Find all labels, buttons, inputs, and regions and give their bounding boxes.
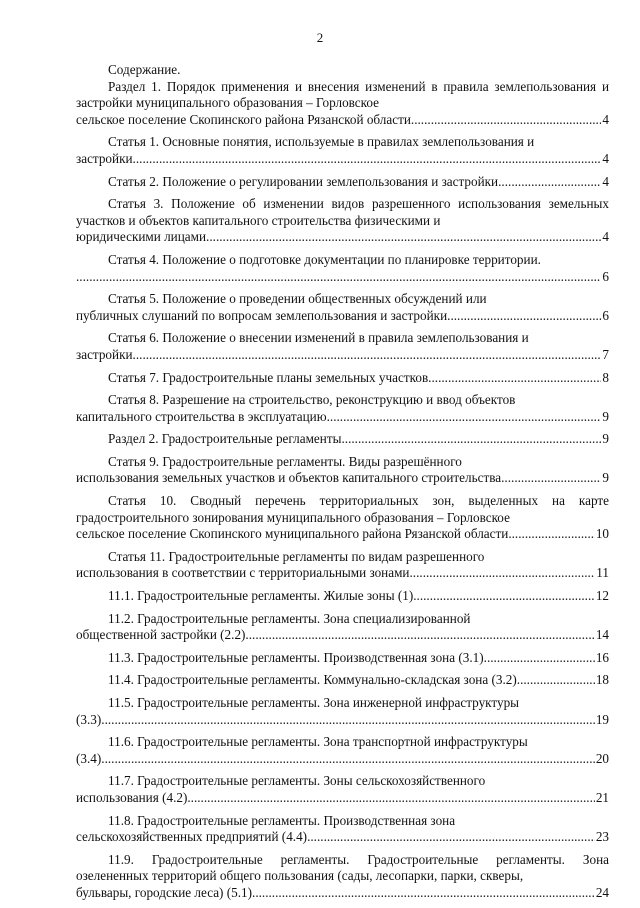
toc-entry-last-line [76, 565, 609, 582]
toc-entry-last-text: застройки. [76, 150, 136, 166]
toc-entry[interactable] [76, 813, 609, 846]
dot-leader [450, 308, 601, 325]
toc-entry-text: 11.6. Градостроительные регламенты. Зона транспортной инфраструктуры [108, 734, 528, 750]
dot-leader [520, 672, 595, 689]
toc-entry-last-line [76, 712, 609, 729]
toc-page-number: 7 [602, 346, 609, 362]
toc-page-number: 6 [602, 268, 609, 284]
toc-entry-last-line [76, 431, 609, 448]
toc-entry-last-text: бульвары, городские леса) (5.1). [76, 884, 256, 900]
toc-entry-last-text: сельское поселение Скопинского района Рязанской области. [76, 111, 415, 127]
toc-entry[interactable] [76, 672, 609, 689]
dot-leader [345, 431, 602, 448]
toc-page-number: 4 [602, 173, 609, 189]
dot-leader [255, 885, 595, 902]
dot-leader [76, 269, 601, 286]
toc-entry[interactable] [76, 134, 609, 167]
toc-entry[interactable] [76, 852, 609, 902]
toc-entry[interactable] [76, 734, 609, 767]
toc-entry[interactable] [76, 252, 609, 285]
toc-entry[interactable] [76, 650, 609, 667]
toc-entry-last-line [76, 885, 609, 902]
toc-entry-text: Статья 11. Градостроительные регламенты по видам разрешенного [108, 548, 485, 564]
toc-entry-text: 11.2. Градостроительные регламенты. Зона специализированной [108, 610, 471, 626]
toc-heading: Содержание. [108, 62, 181, 77]
toc-page-number: 14 [595, 627, 609, 643]
toc-entry-last-text: (3.3). [76, 711, 105, 727]
toc-entry-text: 11.9. Градостроительные регламенты. Градостроительные регламенты. Зона озелененных территорий общего пользования (сады, лесопарки, парки, скверы, [76, 851, 609, 884]
toc-entry-last-line [76, 308, 609, 325]
toc-entry-last-line [76, 588, 609, 605]
toc-page-number: 18 [595, 672, 609, 688]
toc-entry[interactable] [76, 392, 609, 425]
toc-entry-last-text: использования (4.2). [76, 789, 191, 805]
toc-entry-last-text: общественной застройки (2.2). [76, 627, 249, 643]
toc-entry[interactable] [76, 79, 609, 129]
toc-entry-text: 11.5. Градостроительные регламенты. Зона инженерной инфраструктуры [108, 695, 520, 710]
toc-page-number: 4 [602, 150, 609, 166]
toc-entry-last-text: использования земельных участков и объектов капитального строительства. [76, 470, 505, 486]
toc-entry-last-line [76, 829, 609, 846]
toc-page-number: 4 [602, 111, 609, 127]
toc-entry[interactable] [76, 291, 609, 324]
toc-entry-last-line [76, 174, 609, 191]
toc-list [76, 79, 609, 902]
toc-page-number: 21 [595, 789, 609, 805]
toc-entry-last-line [76, 470, 609, 487]
toc-entry-last-text: 11.4. Градостроительные регламенты. Коммунально-складская зона (3.2). [108, 672, 521, 688]
dot-leader [501, 174, 601, 191]
toc-entry-last-text: юридическими лицами. [76, 229, 210, 245]
toc-page-number: 16 [595, 649, 609, 665]
toc-entry-text: Раздел 1. Порядок применения и внесения изменений в правила землепользования и застройки муниципального образования – Горловское [76, 78, 609, 111]
toc-entry[interactable] [76, 695, 609, 728]
toc-page-number: 9 [602, 470, 609, 486]
toc-entry-last-line [76, 151, 609, 168]
toc-page-number: 11 [596, 565, 609, 581]
toc-entry[interactable] [76, 174, 609, 191]
dot-leader [487, 650, 595, 667]
page-number: 2 [316, 30, 324, 45]
toc-entry-last-text: использования в соответствии с территориальными зонами. [76, 565, 413, 581]
toc-entry[interactable] [76, 549, 609, 582]
dot-leader [413, 565, 596, 582]
toc-entry-text: Статья 8. Разрешение на строительство, реконструкцию и ввод объектов [108, 392, 516, 408]
toc-entry-last-line [76, 409, 609, 426]
toc-entry-text: Статья 3. Положение об изменении видов разрешенного использования земельных участков и объектов капитального строительства физическими и [76, 196, 609, 228]
toc-entry-last-text: публичных слушаний по вопросам землепользования и застройки. [76, 307, 451, 323]
toc-entry-last-line [76, 650, 609, 667]
toc-entry-last-text: 11.1. Градостроительные регламенты. Жилые зоны (1). [108, 588, 417, 604]
toc-entry-last-line [76, 672, 609, 689]
toc-entry[interactable] [76, 330, 609, 363]
dot-leader [512, 526, 595, 543]
toc-entry-text: Статья 6. Положение о внесении изменений в правила землепользования и [108, 330, 529, 346]
dot-leader [330, 409, 602, 426]
toc-page-number: 20 [595, 750, 609, 766]
toc-entry-last-line [76, 347, 609, 364]
toc-entry-last-line [76, 269, 609, 286]
dot-leader [414, 112, 601, 129]
toc-entry-last-text: сельскохозяйственных предприятий (4.4). [76, 829, 311, 845]
dot-leader [310, 829, 594, 846]
toc-entry[interactable] [76, 493, 609, 543]
toc-entry-last-text: 11.3. Градостроительные регламенты. Производственная зона (3.1). [108, 649, 487, 665]
dot-leader [249, 627, 595, 644]
toc-entry-last-text: капитального строительства в эксплуатацию. [76, 408, 330, 424]
dot-leader [504, 470, 601, 487]
dot-leader [105, 712, 595, 729]
toc-page-number: 24 [595, 884, 609, 900]
dot-leader [417, 588, 595, 605]
toc-entry-last-text: Статья 2. Положение о регулировании землепользования и застройки. [108, 173, 502, 189]
toc-page-number: 9 [602, 431, 609, 447]
toc-entry-text: Статья 10. Сводный перечень территориальных зон, выделенных на карте градостроительного зонирования муниципального образования – Горловское [76, 493, 609, 525]
toc-entry-text: Статья 5. Положение о проведении общественных обсуждений или [108, 291, 487, 307]
toc-entry[interactable] [76, 773, 609, 806]
toc-entry-last-text: Статья 7. Градостроительные планы земельных участков. [108, 369, 432, 385]
toc-entry-text: Статья 1. Основные понятия, используемые в правилах землепользования и [108, 134, 535, 150]
toc-entry-last-line [76, 627, 609, 644]
toc-entry-last-text: сельское поселение Скопинского муниципального района Рязанской области. [76, 526, 512, 542]
toc-entry-last-text: (3.4). [76, 750, 105, 766]
toc-entry[interactable] [76, 196, 609, 246]
dot-leader [105, 751, 595, 768]
toc-entry-last-line [76, 751, 609, 768]
dot-leader [136, 151, 602, 168]
toc-entry-last-line [76, 229, 609, 246]
toc-entry[interactable] [76, 454, 609, 487]
toc-entry-text: 11.8. Градостроительные регламенты. Производственная зона [108, 812, 456, 828]
toc-page-number: 12 [595, 588, 609, 604]
toc-entry-last-line [76, 526, 609, 543]
toc-page-number: 10 [595, 526, 609, 542]
toc-page-number: 4 [602, 229, 609, 245]
toc-entry[interactable] [76, 370, 609, 387]
toc-entry-last-line [76, 370, 609, 387]
toc-page-number: 6 [602, 307, 609, 323]
dot-leader [191, 790, 595, 807]
toc-entry-text: Статья 4. Положение о подготовке документации по планировке территории. [108, 251, 541, 267]
table-of-contents [76, 62, 609, 908]
toc-page-number: 19 [595, 711, 609, 727]
toc-entry-last-text: застройки. [76, 346, 136, 362]
toc-entry-last-line [76, 790, 609, 807]
toc-page-number: 8 [602, 369, 609, 385]
toc-entry-text: Статья 9. Градостроительные регламенты. Виды разрешённого [108, 453, 462, 469]
toc-entry[interactable] [76, 431, 609, 448]
toc-entry-last-text: Раздел 2. Градостроительные регламенты. [108, 431, 345, 447]
toc-entry-text: 11.7. Градостроительные регламенты. Зоны сельскохозяйственного [108, 773, 486, 789]
dot-leader [209, 229, 601, 246]
dot-leader [431, 370, 601, 387]
toc-entry-last-line [76, 112, 609, 129]
dot-leader [136, 347, 602, 364]
toc-page-number: 23 [595, 829, 609, 845]
toc-entry[interactable] [76, 611, 609, 644]
toc-page-number: 9 [602, 408, 609, 424]
toc-entry[interactable] [76, 588, 609, 605]
